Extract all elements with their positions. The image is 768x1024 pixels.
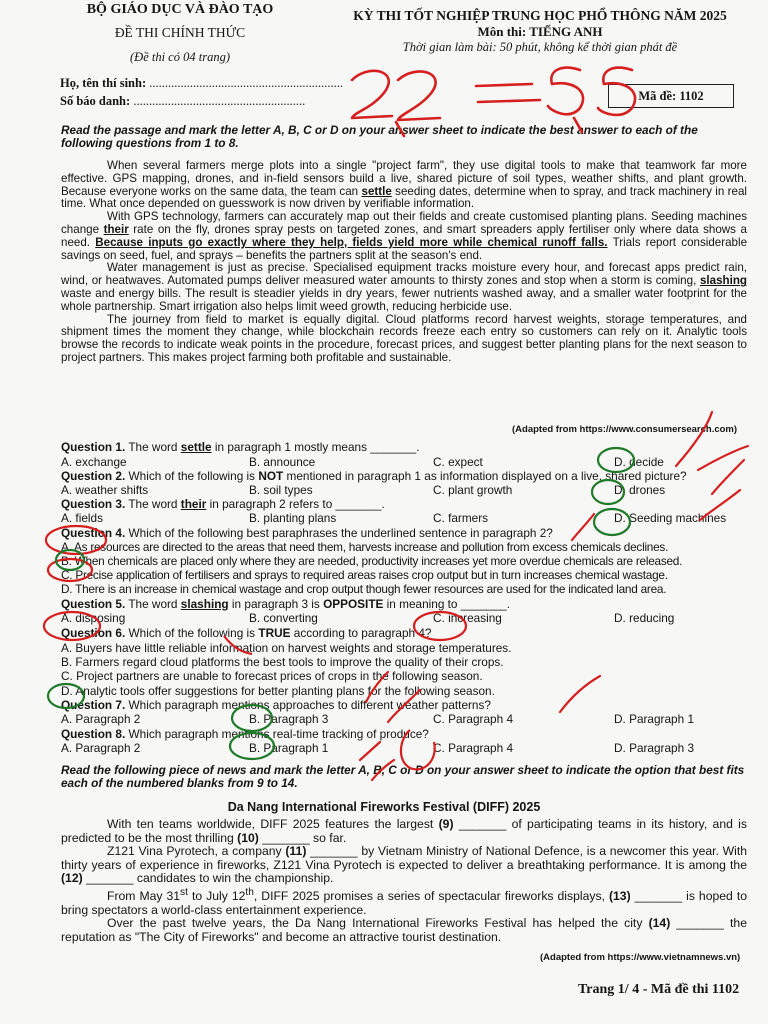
- q5-option-d[interactable]: D. reducing: [614, 611, 675, 625]
- q1-option-b[interactable]: B. announce: [249, 455, 316, 469]
- question-3: Question 3. The word their in paragraph 2 refers to _______.: [61, 497, 385, 511]
- candidate-id-row: [60, 94, 305, 109]
- news-paragraph-2: Z121 Vina Pyrotech, a company (11) _______ by Vietnam Ministry of National Defence, is a newcomer this year. With thirty years of experience in fireworks, Z121 Vina Pyrotech is expected to deliver a breathtaking performance. It is among the (12) _______ candidates to win the championship.: [61, 844, 748, 886]
- q7-option-d[interactable]: D. Paragraph 1: [614, 712, 695, 726]
- q3-option-d[interactable]: D. Seeding machines: [614, 511, 727, 525]
- question-2-options: [61, 483, 751, 497]
- id-label: Số báo danh:: [60, 94, 131, 108]
- q1-option-c[interactable]: C. expect: [433, 455, 483, 469]
- official-label: ĐỀ THI CHÍNH THỨC: [114, 25, 246, 40]
- q4-option-b[interactable]: B. When chemicals are placed only where they are needed, productivity increases yet more overdue chemicals are released.: [61, 554, 683, 568]
- news-paragraph-4: Over the past twelve years, the Da Nang International Fireworks Festival has helped the city (14) _______ the reputation as "The City of Fireworks" and become an attractive tourist destination.: [61, 916, 747, 944]
- q4-option-d[interactable]: D. There is an increase in chemical wastage and crop output though fewer resources are used for the indicated land area.: [61, 582, 667, 596]
- news-title: Da Nang International Fireworks Festival (DIFF) 2025: [227, 800, 541, 814]
- question-1-options: [61, 455, 751, 469]
- passage-paragraph-2: With GPS technology, farmers can accurately map out their fields and create customised planting plans. Seeding machines change their rate on the fly, drones spray pests on targeted zones, and smart spreaders apply fertiliser only where data shows a need. Because inputs go exactly where they help, fields yield more while chemical runoff falls. Trials report considerable savings on seed, fuel, and sprays – benefits the partners split at the season's end.: [61, 210, 748, 262]
- exam-code-box: Mã đề: 1102: [608, 84, 734, 108]
- candidate-name-row: [60, 76, 343, 91]
- q8-option-a[interactable]: A. Paragraph 2: [61, 741, 141, 755]
- q2-option-c[interactable]: C. plant growth: [433, 483, 513, 497]
- name-label: Họ, tên thí sinh:: [60, 76, 147, 90]
- id-dots: .......................................................: [133, 94, 306, 108]
- q3-option-b[interactable]: B. planting plans: [249, 511, 337, 525]
- q2-option-b[interactable]: B. soil types: [249, 483, 313, 497]
- passage-paragraph-1: When several farmers merge plots into a single "project farm", they use digital tools to make that teamwork far more effective. GPS mapping, drones, and in-field sensors build a live, shared picture of soil types, weather shifts, and plant growth. Because everyone works on the same data, the team can settle seeding dates, determine when to spray, and track machinery in real time. What once depended on guesswork is now driven by verifiable information.: [61, 159, 747, 211]
- ministry-title: BỘ GIÁO DỤC VÀ ĐÀO TẠO: [86, 2, 274, 17]
- q3-option-a[interactable]: A. fields: [61, 511, 103, 525]
- news-source: (Adapted from https://www.vietnamnews.vn): [540, 952, 741, 963]
- page-count: (Đề thi có 04 trang): [130, 50, 230, 64]
- question-3-options: [61, 511, 751, 525]
- keyword-slashing: slashing: [699, 274, 747, 288]
- news-paragraph-3: From May 31st to July 12th, DIFF 2025 promises a series of spectacular fireworks displays, (13) _______ is hoped to bring spectators a world-class entertainment experience.: [61, 886, 747, 917]
- passage-paragraph-4: The journey from field to market is equally digital. Cloud platforms record harvest weights, storage temperatures, and shipment times the moment they change, while blockchain records freeze each entry so customers can rely on it. Analytic tools browse the records to indicate weak points in the procedure, forecast prices, and suggest better planting plans for the next season to project partners. This makes project farming both profitable and sustainable.: [61, 312, 747, 364]
- question-7: Question 7. Which paragraph mentions approaches to different weather patterns?: [61, 698, 491, 712]
- q5-option-a[interactable]: A. disposing: [61, 611, 126, 625]
- q8-option-b[interactable]: B. Paragraph 1: [249, 741, 329, 755]
- question-1: Question 1. The word settle in paragraph 1 mostly means _______.: [61, 440, 420, 454]
- q6-option-a[interactable]: A. Buyers have little reliable information on harvest weights and storage temperatures.: [61, 641, 512, 655]
- name-dots: ..............................................................: [149, 76, 344, 90]
- question-4: Question 4. Which of the following best paraphrases the underlined sentence in paragraph 2?: [61, 526, 553, 540]
- subject-label: Môn thi: TIẾNG ANH: [477, 24, 603, 39]
- q8-option-d[interactable]: D. Paragraph 3: [614, 741, 695, 755]
- section1-instruction: Read the passage and mark the letter A, B, C or D on your answer sheet to indicate the best answer to each of the following questions from 1 to 8.: [61, 123, 698, 151]
- q4-option-a[interactable]: A. As resources are directed to the areas that need them, harvests increase and pollution from excess chemicals declines.: [61, 540, 669, 554]
- underlined-sentence: Because inputs go exactly where they help, fields yield more while chemical runoff falls.: [95, 235, 608, 249]
- q1-option-d[interactable]: D. decide: [614, 455, 664, 469]
- q8-option-c[interactable]: C. Paragraph 4: [433, 741, 514, 755]
- q7-option-c[interactable]: C. Paragraph 4: [433, 712, 514, 726]
- q5-option-b[interactable]: B. converting: [249, 611, 318, 625]
- question-5: Question 5. The word slashing in paragraph 3 is OPPOSITE in meaning to _______.: [61, 597, 510, 611]
- q6-option-c[interactable]: C. Project partners are unable to forecast prices of crops in the following season.: [61, 669, 483, 683]
- q2-option-a[interactable]: A. weather shifts: [61, 483, 149, 497]
- question-7-options: [61, 712, 751, 726]
- passage-source: (Adapted from https://www.consumersearch.com): [512, 424, 738, 435]
- question-5-options: [61, 611, 751, 625]
- question-8: Question 8. Which paragraph mentions real-time tracking of produce?: [61, 727, 429, 741]
- time-label: Thời gian làm bài: 50 phút, không kể thời gian phát đề: [402, 40, 678, 54]
- q2-option-d[interactable]: D. drones: [614, 483, 666, 497]
- passage-paragraph-3: Water management is just as precise. Specialised equipment tracks moisture every hour, and forecast apps predict rain, wind, or heatwaves. Automated pumps deliver measured water amounts to thirsty zones and stop when a storm is coming, slashing waste and energy bills. The result is steadier yields in dry years, fewer nutrients washed away, and a smaller water footprint for the whole partnership. Smart irrigation also helps limit weed growth, reducing herbicide use.: [61, 261, 747, 313]
- question-2: Question 2. Which of the following is NOT mentioned in paragraph 1 as information displayed on a live, shared picture?: [61, 469, 687, 483]
- page-footer: Trang 1/ 4 - Mã đề thi 1102: [578, 982, 740, 997]
- section2-instruction: Read the following piece of news and mark the letter A, B, C or D on your answer sheet to indicate the option that best fits each of the numbered blanks from 9 to 14.: [61, 763, 745, 791]
- news-paragraph-1: With ten teams worldwide, DIFF 2025 features the largest (9) _______ of participating teams in its history, and is predicted to be the most thrilling (10) _______ so far.: [61, 817, 747, 845]
- q4-option-c[interactable]: C. Precise application of fertilisers and sprays to required areas raises crop output but in turn increases chemical wastage.: [61, 568, 668, 582]
- question-6: Question 6. Which of the following is TRUE according to paragraph 4?: [61, 626, 432, 640]
- q7-option-a[interactable]: A. Paragraph 2: [61, 712, 141, 726]
- q3-option-c[interactable]: C. farmers: [433, 511, 489, 525]
- q7-option-b[interactable]: B. Paragraph 3: [249, 712, 329, 726]
- reading-passage: [61, 160, 747, 365]
- q5-option-c[interactable]: C. increasing: [433, 611, 502, 625]
- q6-option-b[interactable]: B. Farmers regard cloud platforms the best tools to improve the quality of their crops.: [61, 655, 504, 669]
- keyword-their: their: [103, 222, 129, 236]
- exam-title: KỲ THI TỐT NGHIỆP TRUNG HỌC PHỔ THÔNG NĂM 2025: [353, 8, 727, 23]
- question-8-options: [61, 741, 751, 755]
- q1-option-a[interactable]: A. exchange: [61, 455, 127, 469]
- news-passage: [61, 818, 747, 944]
- keyword-settle: settle: [361, 184, 392, 198]
- q6-option-d[interactable]: D. Analytic tools offer suggestions for better planting plans for the following season.: [61, 684, 495, 698]
